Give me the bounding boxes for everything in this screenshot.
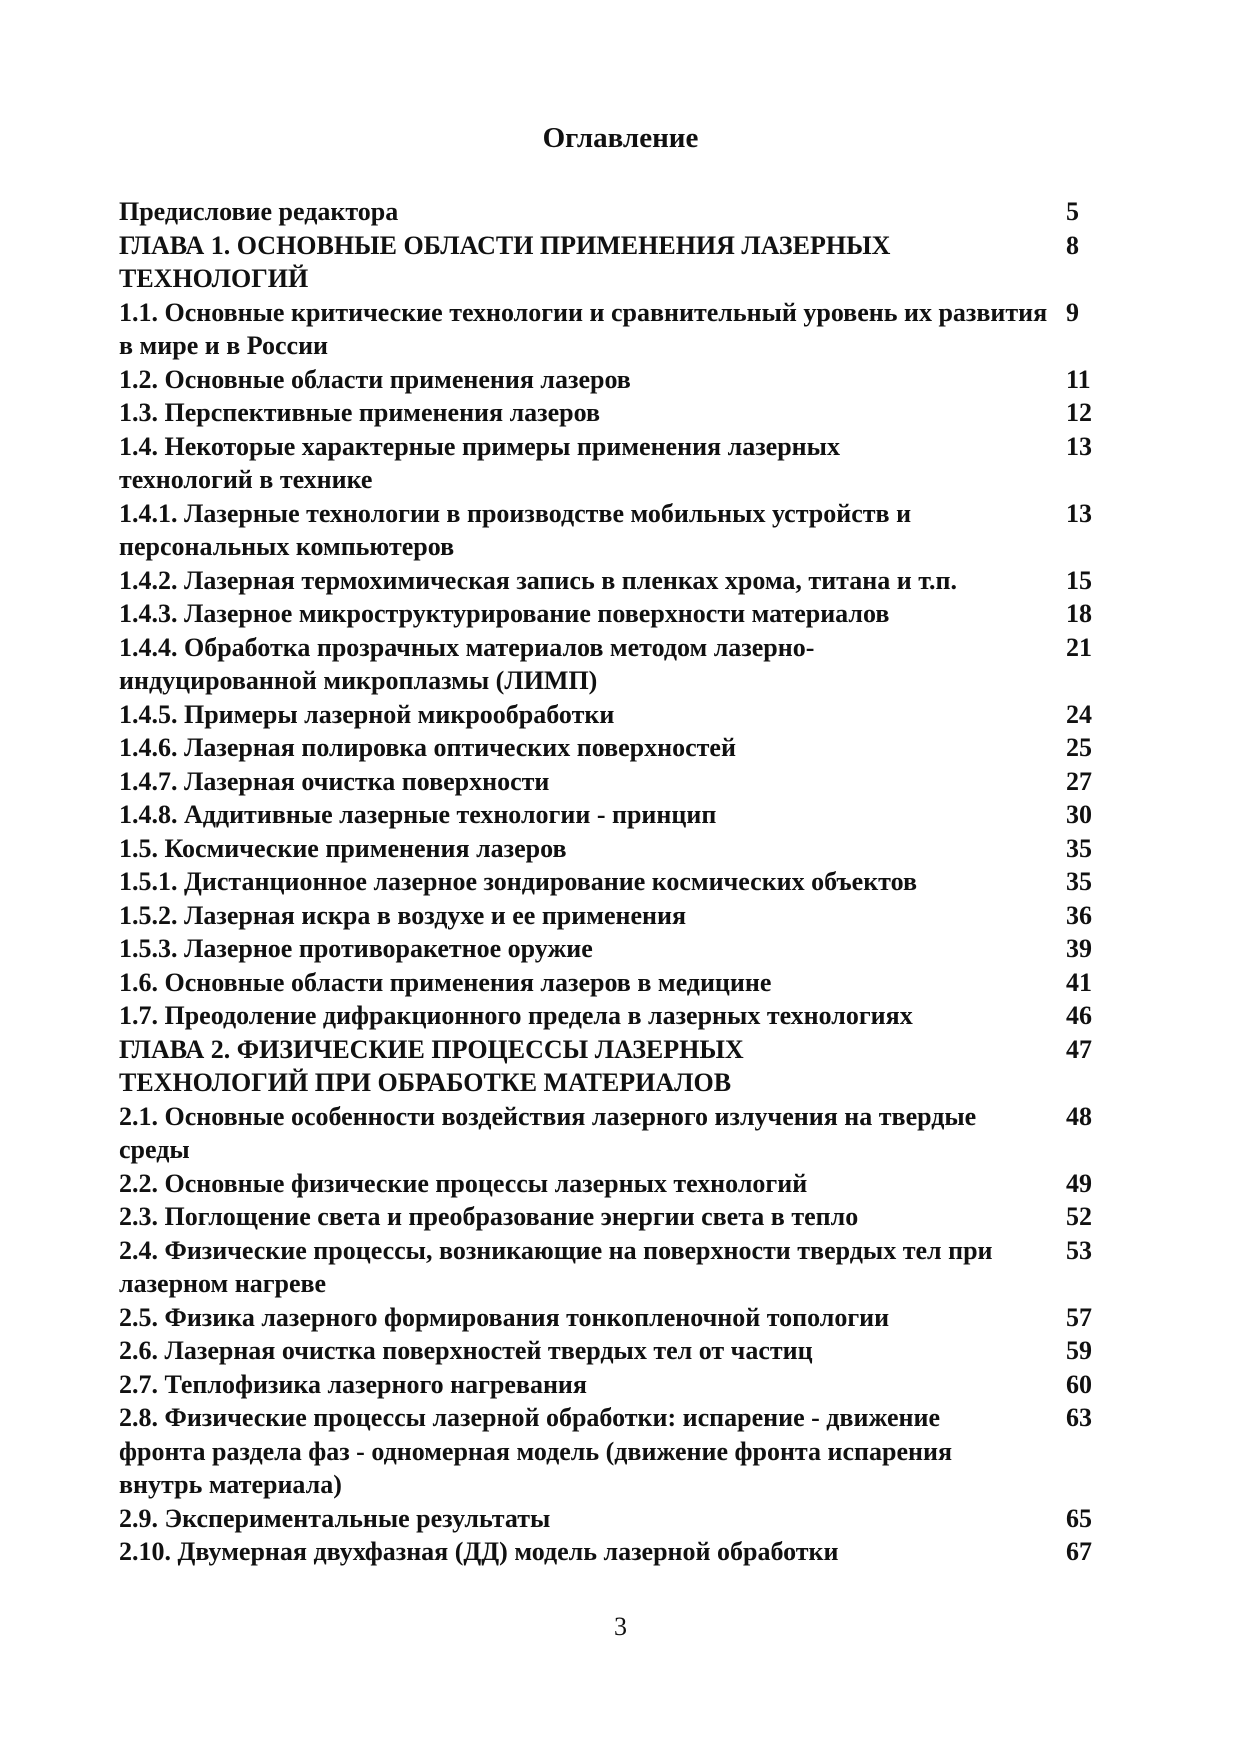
toc-entry-page: 13: [1066, 498, 1092, 528]
toc-entry-title: 2.8. Физические процессы лазерной обработки: испарение - движение фронта раздела фаз - одномерная модель (движение фронта испарения внутрь материала): [119, 1403, 953, 1499]
toc-entry-title: 1.4.8. Аддитивные лазерные технологии - принцип: [119, 800, 717, 829]
toc-entry-page: 12: [1066, 398, 1092, 427]
toc-entry-page: 21: [1066, 632, 1092, 662]
toc-entry: [119, 765, 1119, 799]
page-title: Оглавление: [542, 122, 699, 154]
toc-entry-title: 1.4.6. Лазерная полировка оптических поверхностей: [119, 733, 736, 762]
toc-entry: [119, 999, 1119, 1033]
toc-entry-page: 48: [1066, 1101, 1092, 1131]
toc-entry: [119, 865, 1119, 899]
toc-entry: [119, 698, 1119, 732]
toc-entry-page: 52: [1066, 1202, 1092, 1231]
toc-entry-title: 1.7. Преодоление дифракционного предела в лазерных технологиях: [119, 1001, 913, 1030]
toc-entry: [119, 229, 1119, 296]
toc-entry-title: 1.1. Основные критические технологии и сравнительный уровень их развития в мире и в России: [119, 297, 1048, 360]
toc-entry-page: 35: [1066, 867, 1092, 896]
toc-entry-title: 1.4.5. Примеры лазерной микрообработки: [119, 699, 615, 729]
toc-entry: [119, 296, 1119, 363]
toc-entry: [119, 396, 1119, 430]
toc-entry-page: 47: [1066, 1034, 1092, 1064]
toc-entry-title: 1.4.4. Обработка прозрачных материалов методом лазерно-индуцированной микроплазмы (ЛИМП): [119, 632, 815, 695]
toc-entry-page: 18: [1066, 599, 1092, 628]
table-of-contents: [119, 195, 1119, 1569]
toc-entry-page: 9: [1066, 297, 1079, 327]
toc-entry-page: 49: [1066, 1168, 1092, 1198]
toc-entry-page: 57: [1066, 1302, 1092, 1332]
toc-entry-page: 13: [1066, 431, 1092, 461]
toc-entry-title: ГЛАВА 2. ФИЗИЧЕСКИЕ ПРОЦЕССЫ ЛАЗЕРНЫХ ТЕХНОЛОГИЙ ПРИ ОБРАБОТКЕ МАТЕРИАЛОВ: [119, 1034, 744, 1097]
toc-entry: [119, 497, 1119, 564]
toc-entry-title: 2.4. Физические процессы, возникающие на поверхности твердых тел при лазерном нагреве: [119, 1235, 993, 1298]
toc-entry-title: ГЛАВА 1. ОСНОВНЫЕ ОБЛАСТИ ПРИМЕНЕНИЯ ЛАЗЕРНЫХ ТЕХНОЛОГИЙ: [119, 230, 891, 293]
toc-entry-title: 1.5.2. Лазерная искра в воздухе и ее применения: [119, 900, 687, 930]
toc-entry-page: 35: [1066, 833, 1092, 863]
toc-entry-title: 1.5.1. Дистанционное лазерное зондирование космических объектов: [119, 867, 918, 896]
toc-entry-title: 1.3. Перспективные применения лазеров: [119, 398, 601, 427]
toc-entry: [119, 1368, 1119, 1402]
toc-entry-page: 65: [1066, 1503, 1092, 1533]
toc-entry-page: 30: [1066, 800, 1092, 829]
toc-entry: [119, 932, 1119, 966]
toc-entry-title: 2.7. Теплофизика лазерного нагревания: [119, 1369, 587, 1399]
toc-entry: [119, 832, 1119, 866]
toc-entry: [119, 597, 1119, 631]
toc-entry: [119, 631, 1119, 698]
toc-entry-title: 1.4.2. Лазерная термохимическая запись в пленках хрома, титана и т.п.: [119, 565, 958, 595]
toc-entry-page: 63: [1066, 1403, 1092, 1432]
toc-entry: [119, 363, 1119, 397]
toc-entry-title: 2.2. Основные физические процессы лазерных технологий: [119, 1168, 808, 1198]
toc-entry-title: 2.1. Основные особенности воздействия лазерного излучения на твердые среды: [119, 1101, 977, 1164]
toc-entry-title: 2.5. Физика лазерного формирования тонкопленочной топологии: [119, 1302, 890, 1332]
toc-entry-page: 39: [1066, 934, 1092, 963]
toc-entry-page: 8: [1066, 230, 1079, 260]
toc-entry: [119, 1334, 1119, 1368]
toc-entry-title: 1.5. Космические применения лазеров: [119, 833, 567, 863]
toc-entry-page: 11: [1066, 364, 1091, 394]
toc-entry-page: 41: [1066, 967, 1092, 997]
toc-entry-title: 1.4. Некоторые характерные примеры применения лазерных технологий в технике: [119, 431, 840, 494]
toc-entry-title: 2.10. Двумерная двухфазная (ДД) модель лазерной обработки: [119, 1537, 839, 1566]
toc-entry-title: 1.6. Основные области применения лазеров в медицине: [119, 967, 772, 997]
toc-entry: [119, 1167, 1119, 1201]
toc-entry: [119, 1401, 1119, 1502]
toc-entry-title: 2.6. Лазерная очистка поверхностей твердых тел от частиц: [119, 1336, 813, 1365]
toc-entry-page: 24: [1066, 699, 1092, 729]
toc-entry-page: 15: [1066, 565, 1092, 595]
toc-entry-page: 36: [1066, 900, 1092, 930]
toc-entry: [119, 195, 1119, 229]
toc-entry: [119, 1100, 1119, 1167]
toc-entry-page: 5: [1066, 197, 1079, 226]
toc-entry-title: 1.4.7. Лазерная очистка поверхности: [119, 766, 550, 796]
toc-entry: [119, 798, 1119, 832]
toc-entry-page: 67: [1066, 1537, 1092, 1566]
toc-entry-page: 59: [1066, 1336, 1092, 1365]
toc-entry-title: 1.4.3. Лазерное микроструктурирование поверхности материалов: [119, 599, 890, 628]
toc-entry-page: 25: [1066, 733, 1092, 762]
toc-entry: [119, 1200, 1119, 1234]
toc-entry: [119, 966, 1119, 1000]
toc-entry-page: 53: [1066, 1235, 1092, 1265]
toc-entry: [119, 564, 1119, 598]
toc-entry: [119, 430, 1119, 497]
toc-entry-title: 2.3. Поглощение света и преобразование энергии света в тепло: [119, 1202, 859, 1231]
toc-entry: [119, 1301, 1119, 1335]
page-number: 3: [614, 1612, 627, 1641]
toc-entry: [119, 1033, 1119, 1100]
toc-entry-page: 27: [1066, 766, 1092, 796]
toc-entry-title: Предисловие редактора: [119, 197, 399, 226]
toc-entry: [119, 1502, 1119, 1536]
toc-entry-title: 2.9. Экспериментальные результаты: [119, 1503, 551, 1533]
toc-entry-page: 46: [1066, 1001, 1092, 1030]
toc-entry-title: 1.2. Основные области применения лазеров: [119, 364, 631, 394]
toc-entry-title: 1.4.1. Лазерные технологии в производстве мобильных устройств и персональных компьютеров: [119, 498, 912, 561]
toc-entry: [119, 731, 1119, 765]
toc-entry: [119, 899, 1119, 933]
toc-entry: [119, 1535, 1119, 1569]
toc-entry-page: 60: [1066, 1369, 1092, 1399]
toc-entry: [119, 1234, 1119, 1301]
toc-entry-title: 1.5.3. Лазерное противоракетное оружие: [119, 934, 593, 963]
